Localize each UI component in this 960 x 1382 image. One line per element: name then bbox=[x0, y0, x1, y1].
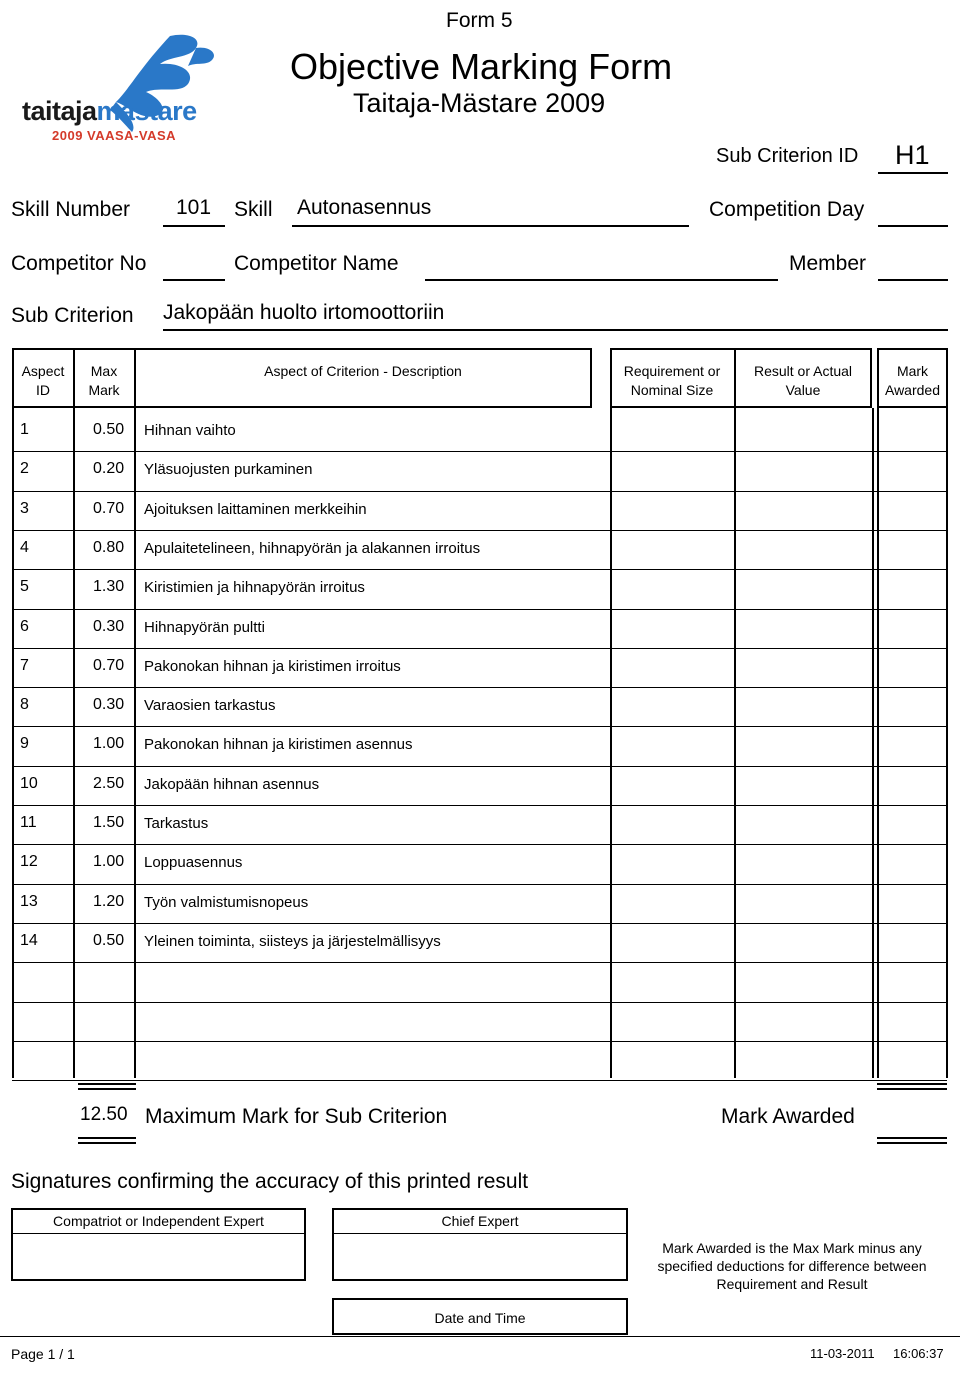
skill-label: Skill bbox=[234, 198, 273, 221]
form-number: Form 5 bbox=[446, 9, 513, 32]
row-description: Loppuasennus bbox=[144, 854, 243, 872]
requirement-cell[interactable] bbox=[612, 492, 734, 528]
result-cell[interactable] bbox=[736, 452, 872, 488]
result-cell[interactable] bbox=[736, 413, 872, 449]
row-aspect-id: 12 bbox=[20, 853, 38, 871]
skill-value: Autonasennus bbox=[297, 196, 432, 219]
signatures-heading: Signatures confirming the accuracy of this printed result bbox=[11, 1170, 529, 1193]
box-divider bbox=[11, 1233, 306, 1234]
sub-criterion-id-label: Sub Criterion ID bbox=[716, 145, 859, 167]
max-total-value: 12.50 bbox=[80, 1104, 128, 1125]
member-label: Member bbox=[789, 252, 867, 275]
competition-day-label: Competition Day bbox=[709, 198, 865, 221]
requirement-cell[interactable] bbox=[612, 610, 734, 646]
skill-line bbox=[292, 225, 689, 227]
result-cell[interactable] bbox=[736, 610, 872, 646]
logo-text-a: taitaja bbox=[22, 96, 97, 126]
result-cell[interactable] bbox=[736, 806, 872, 842]
skill-number-value: 101 bbox=[176, 196, 212, 219]
page-number: Page 1 / 1 bbox=[11, 1346, 75, 1362]
header-requirement: Requirement or Nominal Size bbox=[623, 363, 721, 398]
row-aspect-id: 5 bbox=[20, 578, 29, 596]
box-divider bbox=[332, 1233, 628, 1234]
mark-awarded-cell[interactable] bbox=[879, 492, 946, 528]
result-cell[interactable] bbox=[736, 963, 872, 999]
mark-awarded-note: Mark Awarded is the Max Mark minus any specified deductions for difference between Requirement and Result bbox=[657, 1240, 927, 1292]
page-subtitle: Taitaja-Mästare 2009 bbox=[353, 88, 606, 118]
mark-awarded-cell[interactable] bbox=[879, 727, 946, 763]
member-field[interactable] bbox=[878, 279, 948, 281]
chief-label: Chief Expert bbox=[441, 1213, 519, 1229]
row-aspect-id: 7 bbox=[20, 656, 29, 674]
result-cell[interactable] bbox=[736, 767, 872, 803]
row-max-mark: 2.50 bbox=[93, 774, 125, 792]
requirement-cell[interactable] bbox=[612, 688, 734, 724]
row-max-mark: 0.30 bbox=[93, 617, 125, 635]
mark-awarded-cell[interactable] bbox=[879, 649, 946, 685]
logo-subtitle: 2009 VAASA-VASA bbox=[52, 128, 177, 143]
row-description: Jakopään hihnan asennus bbox=[144, 775, 320, 793]
row-aspect-id: 4 bbox=[20, 538, 29, 556]
header-aspect-id: Aspect ID bbox=[21, 363, 65, 398]
result-cell[interactable] bbox=[736, 727, 872, 763]
result-cell[interactable] bbox=[736, 492, 872, 528]
requirement-cell[interactable] bbox=[612, 727, 734, 763]
table-row-line bbox=[12, 1080, 947, 1081]
skill-number-label: Skill Number bbox=[11, 198, 131, 221]
result-cell[interactable] bbox=[736, 1003, 872, 1039]
mark-awarded-rule bbox=[877, 1083, 947, 1090]
sub-criterion-value: Jakopään huolto irtomoottoriin bbox=[163, 301, 445, 324]
max-total-rule-bottom bbox=[78, 1137, 136, 1144]
competitor-no-label: Competitor No bbox=[11, 252, 147, 275]
requirement-cell[interactable] bbox=[612, 806, 734, 842]
row-aspect-id: 11 bbox=[20, 814, 37, 831]
mark-awarded-cell[interactable] bbox=[879, 610, 946, 646]
max-total-rule bbox=[78, 1083, 136, 1090]
requirement-cell[interactable] bbox=[612, 413, 734, 449]
col-line bbox=[134, 348, 136, 1078]
mark-awarded-cell[interactable] bbox=[879, 806, 946, 842]
competitor-no-field[interactable] bbox=[163, 279, 225, 281]
row-aspect-id: 10 bbox=[20, 774, 38, 792]
row-description: Yleinen toiminta, siisteys ja järjestelmällisyys bbox=[144, 932, 441, 950]
requirement-cell[interactable] bbox=[612, 531, 734, 567]
competitor-name-field[interactable] bbox=[425, 279, 778, 281]
mark-awarded-cell[interactable] bbox=[879, 885, 946, 921]
row-aspect-id: 3 bbox=[20, 499, 29, 517]
row-description: Hihnan vaihto bbox=[144, 422, 236, 439]
max-total-label: Maximum Mark for Sub Criterion bbox=[145, 1105, 448, 1128]
logo-wordmark bbox=[22, 96, 197, 127]
col-line bbox=[872, 408, 874, 1078]
requirement-cell[interactable] bbox=[612, 1003, 734, 1039]
mark-awarded-field[interactable] bbox=[877, 1137, 947, 1144]
mark-awarded-cell[interactable] bbox=[879, 963, 946, 999]
requirement-cell[interactable] bbox=[612, 1042, 734, 1078]
sub-criterion-label: Sub Criterion bbox=[11, 304, 134, 327]
col-line bbox=[946, 408, 948, 1078]
row-max-mark: 0.80 bbox=[93, 538, 125, 556]
row-aspect-id: 14 bbox=[20, 931, 38, 949]
footer-time: 16:06:37 bbox=[893, 1346, 944, 1361]
row-aspect-id: 13 bbox=[20, 892, 38, 910]
row-description: Hihnapyörän pultti bbox=[144, 618, 265, 636]
row-max-mark: 1.30 bbox=[93, 578, 125, 596]
row-description: Yläsuojusten purkaminen bbox=[144, 461, 313, 479]
mark-awarded-cell[interactable] bbox=[879, 452, 946, 488]
row-max-mark: 0.70 bbox=[93, 499, 125, 517]
mark-awarded-cell[interactable] bbox=[879, 531, 946, 567]
row-aspect-id: 8 bbox=[20, 696, 29, 714]
mark-awarded-cell[interactable] bbox=[879, 1042, 946, 1078]
competition-day-field[interactable] bbox=[878, 225, 948, 227]
result-cell[interactable] bbox=[736, 885, 872, 921]
requirement-cell[interactable] bbox=[612, 649, 734, 685]
logo-text-b: mästare bbox=[96, 96, 197, 126]
compatriot-label: Compatriot or Independent Expert bbox=[53, 1213, 264, 1229]
mark-awarded-label: Mark Awarded bbox=[721, 1105, 855, 1128]
requirement-cell[interactable] bbox=[612, 885, 734, 921]
row-description: Apulaitetelineen, hihnapyörän ja alakannen irroitus bbox=[144, 539, 481, 557]
row-max-mark: 1.50 bbox=[93, 814, 125, 831]
competitor-name-label: Competitor Name bbox=[234, 252, 399, 275]
requirement-cell[interactable] bbox=[612, 924, 734, 960]
requirement-cell[interactable] bbox=[612, 963, 734, 999]
row-max-mark: 1.20 bbox=[93, 892, 125, 910]
header-max-mark: Max Mark bbox=[88, 363, 120, 398]
row-max-mark: 0.20 bbox=[93, 460, 125, 478]
row-aspect-id: 1 bbox=[20, 421, 29, 438]
requirement-cell[interactable] bbox=[612, 452, 734, 488]
result-cell[interactable] bbox=[736, 688, 872, 724]
sub-criterion-id-line bbox=[878, 172, 948, 174]
row-description: Tarkastus bbox=[144, 815, 209, 832]
footer-rule bbox=[0, 1336, 960, 1337]
row-max-mark: 1.00 bbox=[93, 735, 125, 753]
row-aspect-id: 2 bbox=[20, 460, 29, 478]
sub-criterion-id-value: H1 bbox=[895, 140, 930, 170]
row-max-mark: 0.30 bbox=[93, 696, 125, 714]
row-max-mark: 0.50 bbox=[93, 931, 125, 949]
row-aspect-id: 6 bbox=[20, 617, 29, 635]
result-cell[interactable] bbox=[736, 531, 872, 567]
mark-awarded-cell[interactable] bbox=[879, 688, 946, 724]
row-aspect-id: 9 bbox=[20, 735, 29, 753]
row-description: Pakonokan hihnan ja kiristimen irroitus bbox=[144, 657, 401, 675]
mark-awarded-cell[interactable] bbox=[879, 1003, 946, 1039]
header-result: Result or Actual Value bbox=[753, 363, 853, 398]
mark-awarded-cell[interactable] bbox=[879, 924, 946, 960]
requirement-cell[interactable] bbox=[612, 767, 734, 803]
row-description: Pakonokan hihnan ja kiristimen asennus bbox=[144, 736, 413, 754]
row-description: Kiristimien ja hihnapyörän irroitus bbox=[144, 579, 365, 597]
header-mark-awarded: Mark Awarded bbox=[884, 363, 940, 398]
row-description: Työn valmistumisnopeus bbox=[144, 893, 309, 911]
mark-awarded-cell[interactable] bbox=[879, 845, 946, 881]
result-cell[interactable] bbox=[736, 845, 872, 881]
row-max-mark: 1.00 bbox=[93, 853, 125, 871]
page-title: Objective Marking Form bbox=[290, 46, 673, 87]
header-description: Aspect of Criterion - Description bbox=[264, 363, 462, 379]
table-left-border bbox=[12, 348, 14, 1078]
mark-awarded-cell[interactable] bbox=[879, 570, 946, 606]
sub-criterion-line bbox=[163, 329, 948, 331]
date-time-label: Date and Time bbox=[434, 1310, 526, 1326]
row-description: Ajoituksen laittaminen merkkeihin bbox=[144, 500, 367, 518]
mark-awarded-cell[interactable] bbox=[879, 413, 946, 449]
row-max-mark: 0.50 bbox=[93, 421, 125, 438]
col-line bbox=[73, 348, 75, 1078]
row-description: Varaosien tarkastus bbox=[144, 697, 276, 715]
result-cell[interactable] bbox=[736, 570, 872, 606]
skill-number-line bbox=[163, 225, 225, 227]
result-cell[interactable] bbox=[736, 1042, 872, 1078]
mark-awarded-cell[interactable] bbox=[879, 767, 946, 803]
requirement-cell[interactable] bbox=[612, 570, 734, 606]
result-cell[interactable] bbox=[736, 649, 872, 685]
requirement-cell[interactable] bbox=[612, 845, 734, 881]
row-max-mark: 0.70 bbox=[93, 656, 125, 674]
footer-date: 11-03-2011 bbox=[810, 1346, 875, 1361]
result-cell[interactable] bbox=[736, 924, 872, 960]
